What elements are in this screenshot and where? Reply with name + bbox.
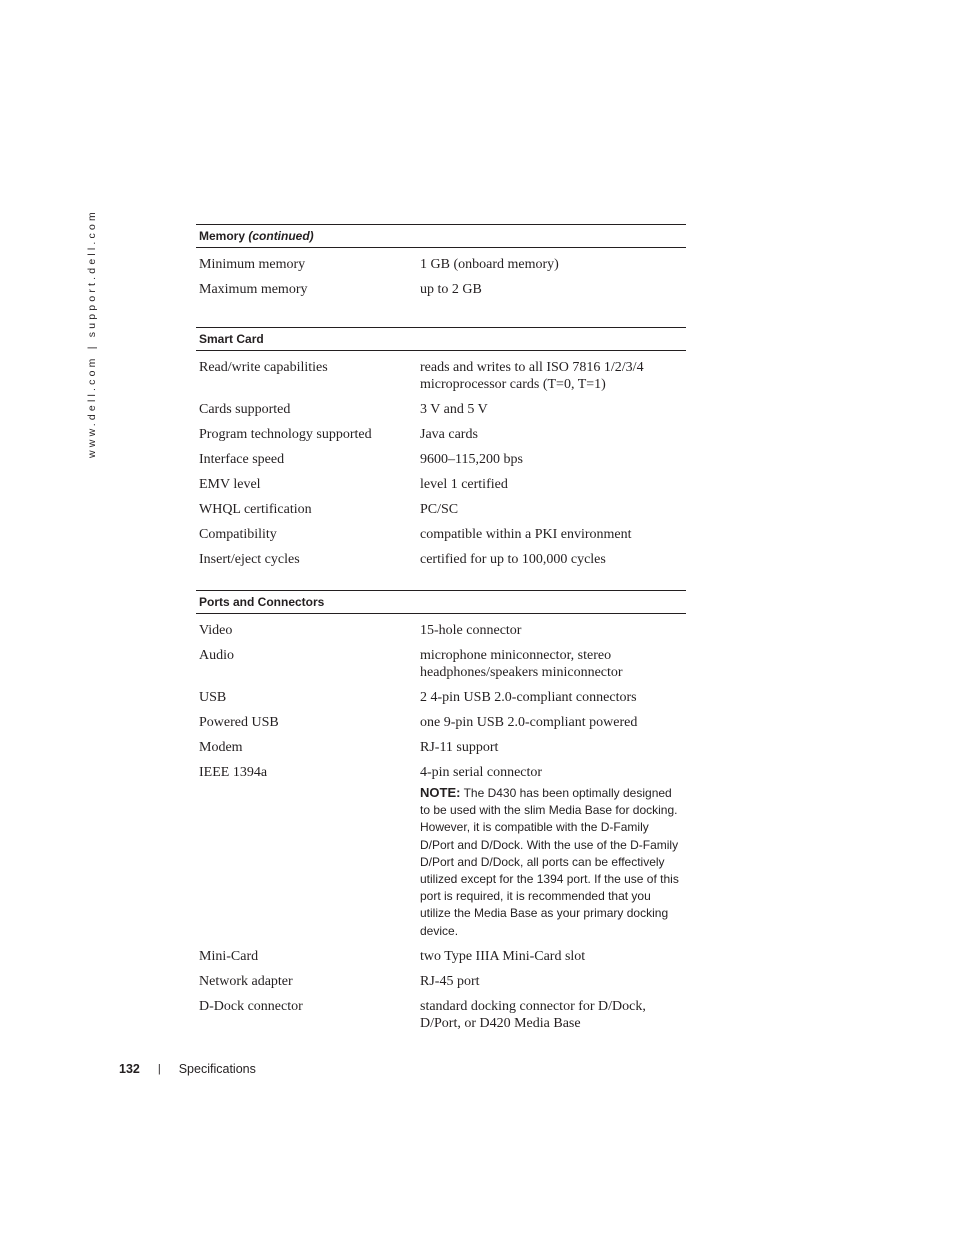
spec-label: WHQL certification (199, 502, 312, 517)
spec-value: 9600–115,200 bps (420, 452, 523, 467)
spec-row (196, 451, 686, 468)
spec-value: reads and writes to all ISO 7816 1/2/3/4 microprocessor cards (T=0, T=1) (420, 360, 644, 392)
spec-row (196, 622, 686, 639)
footer-separator: | (157, 1063, 161, 1075)
spec-value: PC/SC (420, 502, 459, 517)
spec-label: Video (199, 623, 233, 638)
spec-value: up to 2 GB (420, 282, 482, 297)
spec-value: compatible within a PKI environment (420, 527, 632, 542)
spec-row (196, 948, 686, 965)
footer-section-title: Specifications (178, 1062, 256, 1076)
spec-value: level 1 certified (420, 477, 508, 492)
ports-section (196, 590, 686, 1032)
memory-section (196, 224, 686, 298)
memory-title: Memory (199, 229, 246, 243)
spec-row (196, 739, 686, 756)
note-block (420, 784, 683, 940)
spec-row (196, 714, 686, 731)
spec-value: 4-pin serial connector (420, 765, 543, 780)
page-footer (119, 1062, 256, 1076)
spec-row (196, 426, 686, 443)
spec-label: Compatibility (199, 527, 277, 542)
spec-label: Mini-Card (199, 948, 259, 964)
spec-value: RJ-11 support (420, 740, 499, 755)
spec-row (196, 998, 686, 1032)
spec-value: certified for up to 100,000 cycles (420, 552, 606, 567)
spec-row (196, 501, 686, 518)
section-heading-memory (196, 224, 686, 248)
spec-row (196, 551, 686, 568)
spec-value: RJ-45 port (420, 973, 480, 989)
spec-label: Modem (199, 740, 243, 755)
spec-value: 3 V and 5 V (420, 402, 488, 417)
spec-label: Network adapter (199, 973, 293, 989)
smart-card-section (196, 327, 686, 568)
spec-label: Maximum memory (199, 282, 308, 297)
spec-value: 2 4-pin USB 2.0-compliant connectors (420, 690, 637, 705)
section-heading-ports: Ports and Connectors (196, 590, 686, 614)
spec-label: Interface speed (199, 452, 285, 467)
spec-value: Java cards (420, 427, 478, 442)
spec-value: one 9-pin USB 2.0-compliant powered (420, 715, 638, 730)
memory-title-suffix: (continued) (248, 229, 314, 243)
spec-row (196, 256, 686, 273)
spec-row (196, 973, 686, 990)
spec-label: Insert/eject cycles (199, 552, 300, 567)
sidebar-url: www.dell.com | support.dell.com (86, 209, 98, 458)
spec-value: 15-hole connector (420, 623, 522, 638)
spec-row (196, 281, 686, 298)
spec-row (196, 764, 686, 940)
spec-label: Program technology supported (199, 427, 372, 442)
spec-label: Powered USB (199, 715, 279, 730)
spec-label: Minimum memory (199, 257, 306, 272)
page-number: 132 (119, 1062, 140, 1076)
spec-label: IEEE 1394a (199, 765, 268, 780)
spec-label: EMV level (199, 477, 261, 492)
spec-value: 1 GB (onboard memory) (420, 257, 559, 272)
spec-label: Audio (199, 648, 234, 663)
note-text: The D430 has been optimally designed to be used with the slim Media Base for docking. However, it is compatible with the D-Family D/Port and D/Dock. With the use of the D-Family D/Port and D/Dock, all ports can be effectively utilized except for the 1394 port. If the use of this port is required, it is recommended that you utilize the Media Base as your primary docking device. (420, 786, 679, 938)
spec-label: D-Dock connector (199, 998, 303, 1014)
spec-label: Read/write capabilities (199, 360, 328, 375)
spec-row (196, 476, 686, 493)
section-heading-smart-card: Smart Card (196, 327, 686, 351)
spec-row (196, 401, 686, 418)
note-label: NOTE: (420, 785, 461, 800)
spec-value: microphone miniconnector, stereo headphones/speakers miniconnector (420, 648, 623, 680)
spec-label: USB (199, 690, 227, 705)
spec-value: two Type IIIA Mini-Card slot (420, 948, 586, 964)
spec-value-with-note (420, 764, 683, 940)
spec-row (196, 647, 686, 681)
spec-value: standard docking connector for D/Dock, D/Port, or D420 Media Base (420, 998, 646, 1031)
spec-label: Cards supported (199, 402, 291, 417)
spec-row (196, 689, 686, 706)
spec-row (196, 526, 686, 543)
spec-row (196, 359, 686, 393)
